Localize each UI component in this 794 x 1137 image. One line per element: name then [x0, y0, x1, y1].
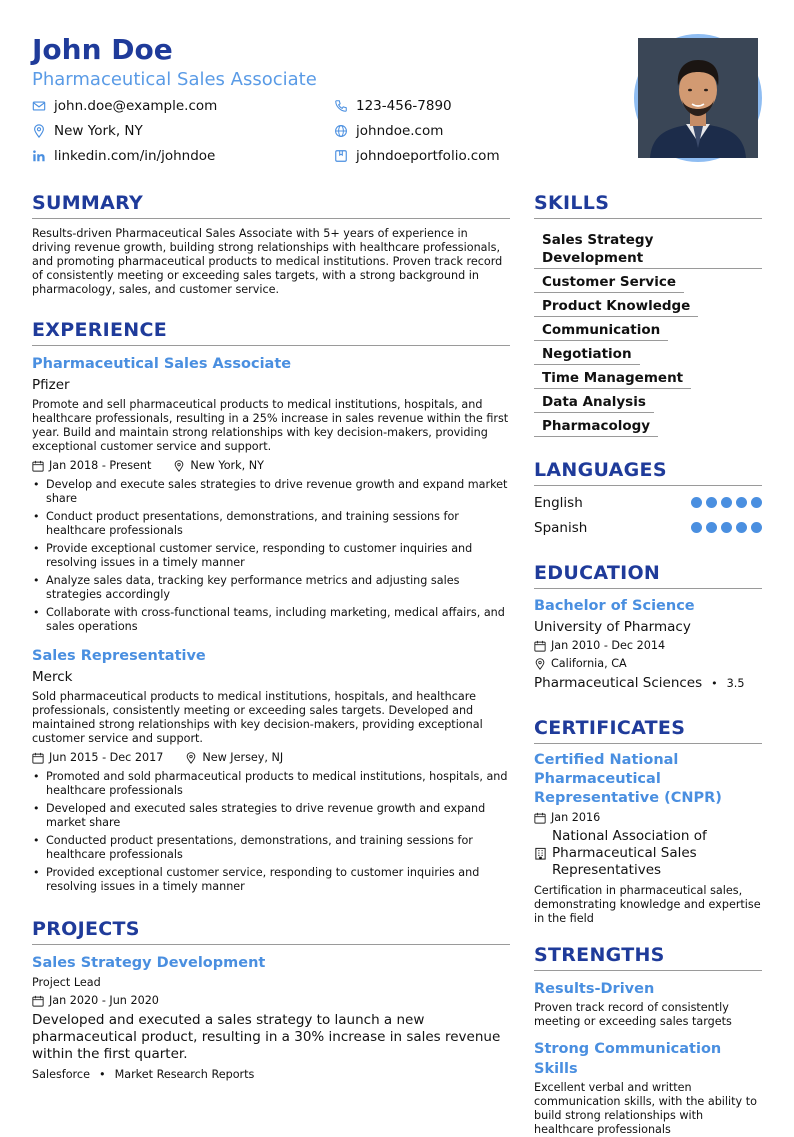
calendar-icon [534, 812, 546, 824]
degree: Bachelor of Science [534, 598, 695, 614]
company-name: Merck [32, 669, 73, 685]
experience-heading: EXPERIENCE [32, 317, 510, 346]
language-row [534, 490, 762, 515]
globe-icon [334, 124, 348, 138]
right-column [534, 190, 762, 1137]
email-icon [32, 99, 46, 113]
skill-tag: Time Management [534, 367, 691, 389]
languages-heading: LANGUAGES [534, 457, 762, 486]
contact-linkedin[interactable] [32, 148, 215, 164]
strength-description: Proven track record of consistently meeting or exceeding sales targets [534, 1001, 732, 1028]
job-description: Promote and sell pharmaceutical products to medical institutions, hospitals, and healthcare professionals, resulting in a 25% increase in sales revenue within the first year. Build and maintain strong relationships with key decision-makers, providing exceptional customer service and support. [32, 398, 509, 453]
certificate-date: Jan 2016 [551, 811, 601, 824]
avatar-illustration [638, 38, 758, 158]
skill-tag: Product Knowledge [534, 295, 698, 317]
list-item: • Collaborate with cross-functional teams, including marketing, medical affairs, and sales operations [32, 606, 510, 634]
list-item: • Analyze sales data, tracking key performance metrics and adjusting sales strategies accordingly [32, 574, 510, 602]
language-row [534, 515, 762, 540]
job-dates: Jan 2018 - Present [49, 459, 152, 472]
education-location: California, CA [551, 657, 627, 670]
education-field-row [534, 674, 762, 693]
certificate-date-row [534, 810, 762, 826]
company-name: Pfizer [32, 377, 70, 393]
strength-title: Strong Communication Skills [534, 1041, 722, 1077]
project-role: Project Lead [32, 976, 101, 989]
skills-heading: SKILLS [534, 190, 762, 219]
job-meta [32, 750, 510, 766]
skill-tag: Negotiation [534, 343, 640, 365]
level-dot [691, 497, 702, 508]
language-name: Spanish [534, 519, 588, 536]
field-of-study: Pharmaceutical Sciences [534, 675, 703, 691]
education-dates: Jan 2010 - Dec 2014 [551, 639, 666, 652]
location-pin-icon [173, 460, 185, 472]
location-pin-icon [32, 124, 46, 138]
skill-tag: Communication [534, 319, 668, 341]
skill-tag: Customer Service [534, 271, 684, 293]
project-item [32, 953, 510, 1083]
location-pin-icon [534, 658, 546, 670]
languages-list [534, 490, 762, 540]
job-bullets [32, 478, 510, 634]
calendar-icon [534, 640, 546, 652]
calendar-icon [32, 460, 44, 472]
job-bullets [32, 770, 510, 894]
location-pin-icon [185, 752, 197, 764]
email-text: john.doe@example.com [54, 98, 218, 114]
experience-item [32, 354, 510, 634]
linkedin-icon [32, 149, 46, 163]
level-dot [736, 497, 747, 508]
education-location-row [534, 656, 762, 672]
list-item: • Developed and executed sales strategies to drive revenue growth and expand market share [32, 802, 510, 830]
contact-phone[interactable] [334, 98, 452, 114]
list-item: • Promoted and sold pharmaceutical products to medical institutions, hospitals, and healthcare professionals [32, 770, 510, 798]
language-level [687, 522, 762, 533]
education-dates-row [534, 638, 762, 654]
contact-email[interactable] [32, 98, 217, 114]
skill-tag: Sales Strategy Development [534, 229, 762, 269]
list-item: • Conduct product presentations, demonstrations, and training sessions for healthcare professionals [32, 510, 510, 538]
job-title: Pharmaceutical Sales Associate [32, 356, 292, 372]
list-item: • Provided exceptional customer service, responding to customer inquiries and resolving issues in a timely manner [32, 866, 510, 894]
school-name: University of Pharmacy [534, 619, 691, 635]
level-dot [706, 497, 717, 508]
project-dates: Jan 2020 - Jun 2020 [49, 994, 159, 1007]
project-description: Developed and executed a sales strategy to launch a new pharmaceutical product, resulting in a 30% increase in sales revenue within the first quarter. [32, 1012, 501, 1062]
certificate-title: Certified National Pharmaceutical Representative (CNPR) [534, 752, 722, 806]
phone-icon [334, 99, 348, 113]
skill-tag: Pharmacology [534, 415, 658, 437]
job-location: New York, NY [190, 459, 264, 472]
projects-heading: PROJECTS [32, 916, 510, 945]
level-dot [691, 522, 702, 533]
linkedin-text: linkedin.com/in/johndoe [54, 148, 216, 164]
candidate-title: Pharmaceutical Sales Associate [32, 69, 317, 90]
separator-dot: • [711, 677, 718, 690]
contact-portfolio[interactable] [334, 148, 500, 164]
skills-list [534, 229, 762, 437]
level-dot [751, 497, 762, 508]
summary-text: Results-driven Pharmaceutical Sales Associate with 5+ years of experience in driving revenue growth, building strong relationships with healthcare professionals, and promoting pharmaceutical products to medical institutions. Proven track record of consistently meeting or exceeding sales targets, with a strong background in pharmacology, sales, and customer service. [32, 227, 503, 296]
summary-heading: SUMMARY [32, 190, 510, 219]
level-dot [721, 522, 732, 533]
certificates-heading: CERTIFICATES [534, 715, 762, 744]
list-item: • Develop and execute sales strategies to drive revenue growth and expand market share [32, 478, 510, 506]
phone-text: 123-456-7890 [356, 98, 452, 114]
certificate-issuer-row [534, 828, 762, 879]
strength-title: Results-Driven [534, 981, 655, 997]
contact-location [32, 123, 143, 139]
portfolio-text: johndoeportfolio.com [356, 148, 500, 164]
strengths-heading: STRENGTHS [534, 942, 762, 971]
strength-item [534, 979, 762, 1029]
project-tool: Market Research Reports [114, 1068, 255, 1081]
calendar-icon [32, 995, 44, 1007]
language-level [687, 497, 762, 508]
portfolio-icon [334, 149, 348, 163]
job-meta [32, 458, 510, 474]
building-icon [534, 847, 547, 860]
project-tool: Salesforce [32, 1068, 90, 1081]
project-title: Sales Strategy Development [32, 955, 266, 971]
strength-item [534, 1039, 762, 1137]
resume-header [32, 32, 632, 164]
job-description: Sold pharmaceutical products to medical institutions, hospitals, and healthcare professionals, consistently meeting or exceeding sales targets. Developed and maintained strong relationships with key decision-makers, providing exceptional customer service and support. [32, 690, 483, 745]
candidate-name: John Doe [32, 33, 173, 66]
education-heading: EDUCATION [534, 560, 762, 589]
job-dates: Jun 2015 - Dec 2017 [49, 751, 164, 764]
job-title: Sales Representative [32, 648, 206, 664]
level-dot [751, 522, 762, 533]
project-tools [32, 1067, 510, 1083]
profile-photo [634, 34, 762, 162]
left-column [32, 190, 510, 1083]
separator-dot: • [98, 1068, 106, 1081]
location-text: New York, NY [54, 123, 143, 139]
level-dot [736, 522, 747, 533]
language-name: English [534, 494, 583, 511]
experience-item [32, 646, 510, 894]
certificate-description: Certification in pharmaceutical sales, demonstrating knowledge and expertise in the field [534, 884, 761, 925]
list-item: • Conducted product presentations, demonstrations, and training sessions for healthcare professionals [32, 834, 510, 862]
calendar-icon [32, 752, 44, 764]
level-dot [706, 522, 717, 533]
certificate-item [534, 751, 762, 926]
strength-description: Excellent verbal and written communication skills, with the ability to build strong relationships with healthcare professionals [534, 1081, 757, 1136]
project-meta [32, 993, 510, 1009]
certificate-issuer: National Association of Pharmaceutical Sales Representatives [552, 828, 707, 878]
education-item [534, 596, 762, 693]
gpa: 3.5 [726, 677, 745, 690]
website-text: johndoe.com [356, 123, 444, 139]
job-location: New Jersey, NJ [202, 751, 284, 764]
list-item: • Provide exceptional customer service, responding to customer inquiries and resolving issues in a timely manner [32, 542, 510, 570]
contact-website[interactable] [334, 123, 443, 139]
level-dot [721, 497, 732, 508]
skill-tag: Data Analysis [534, 391, 654, 413]
